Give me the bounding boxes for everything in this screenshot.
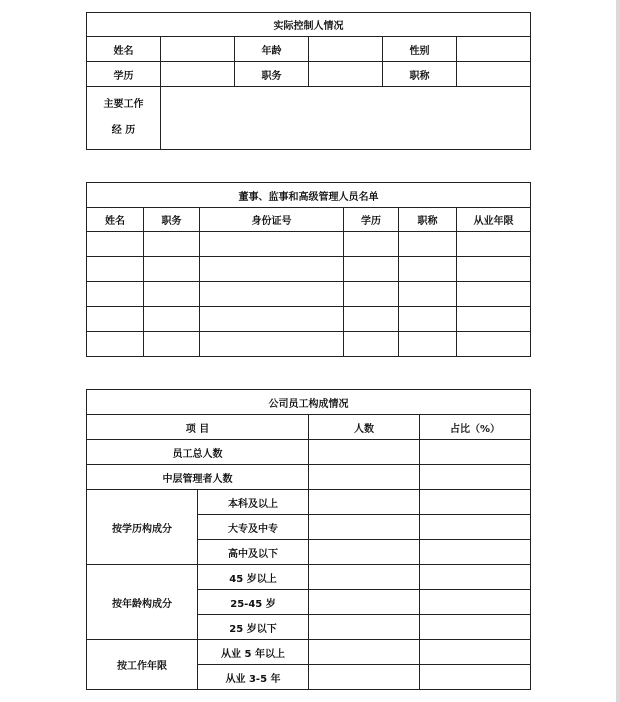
work-experience-label — [87, 87, 161, 150]
table-cell[interactable] — [420, 490, 531, 515]
table-cell[interactable] — [420, 515, 531, 540]
table-row — [87, 257, 531, 282]
staff-table — [86, 389, 531, 690]
table-cell[interactable] — [420, 615, 531, 640]
table-cell[interactable] — [309, 490, 420, 515]
table-cell[interactable] — [200, 257, 344, 282]
age-under-25-label: 25 岁以下 — [198, 615, 309, 640]
table-cell[interactable] — [399, 232, 457, 257]
header-ratio: 占比（%） — [420, 415, 531, 440]
age-over-45-label: 45 岁以上 — [198, 565, 309, 590]
age-25-45-label: 25-45 岁 — [198, 590, 309, 615]
header-education: 学历 — [344, 208, 399, 232]
age-cell[interactable] — [309, 37, 383, 62]
education-label: 学历 — [87, 62, 161, 87]
table-cell[interactable] — [309, 665, 420, 690]
table-cell[interactable] — [344, 232, 399, 257]
position-label: 职务 — [235, 62, 309, 87]
gender-cell[interactable] — [457, 37, 531, 62]
table-cell[interactable] — [420, 440, 531, 465]
table-cell[interactable] — [200, 307, 344, 332]
table-cell[interactable] — [420, 540, 531, 565]
table-cell[interactable] — [344, 282, 399, 307]
management-table — [86, 182, 531, 357]
table-row — [87, 332, 531, 357]
table-cell[interactable] — [457, 257, 531, 282]
tenure-3-5-label: 从业 3-5 年 — [198, 665, 309, 690]
header-name: 姓名 — [87, 208, 144, 232]
table-row — [87, 232, 531, 257]
header-title: 职称 — [399, 208, 457, 232]
table-cell[interactable] — [420, 465, 531, 490]
table-cell[interactable] — [309, 515, 420, 540]
education-cell[interactable] — [161, 62, 235, 87]
work-label-line2: 经 历 — [111, 125, 136, 136]
middle-mgmt-label: 中层管理者人数 — [87, 465, 309, 490]
table-row — [87, 307, 531, 332]
header-position: 职务 — [144, 208, 200, 232]
table-cell[interactable] — [344, 307, 399, 332]
table-cell[interactable] — [344, 332, 399, 357]
edu-college-label: 大专及中专 — [198, 515, 309, 540]
table-cell[interactable] — [144, 307, 200, 332]
by-education-label: 按学历构成分 — [87, 490, 198, 565]
table-cell[interactable] — [87, 232, 144, 257]
table-cell[interactable] — [344, 257, 399, 282]
header-id-number: 身份证号 — [200, 208, 344, 232]
table-cell[interactable] — [144, 232, 200, 257]
table-cell[interactable] — [420, 590, 531, 615]
table-cell[interactable] — [144, 257, 200, 282]
page-edge-shadow — [616, 0, 620, 702]
table-cell[interactable] — [457, 282, 531, 307]
table-cell[interactable] — [87, 282, 144, 307]
table-row — [87, 282, 531, 307]
age-label: 年龄 — [235, 37, 309, 62]
table-cell[interactable] — [200, 282, 344, 307]
edu-highschool-label: 高中及以下 — [198, 540, 309, 565]
table-cell[interactable] — [420, 565, 531, 590]
edu-bachelor-label: 本科及以上 — [198, 490, 309, 515]
table-cell[interactable] — [309, 590, 420, 615]
management-table-title: 董事、监事和高级管理人员名单 — [87, 183, 531, 208]
table-cell[interactable] — [144, 332, 200, 357]
by-age-label: 按年龄构成分 — [87, 565, 198, 640]
table-cell[interactable] — [309, 615, 420, 640]
controller-table — [86, 12, 531, 150]
table-cell[interactable] — [87, 307, 144, 332]
controller-table-title: 实际控制人情况 — [87, 13, 531, 37]
name-label: 姓名 — [87, 37, 161, 62]
table-cell[interactable] — [399, 332, 457, 357]
table-cell[interactable] — [87, 257, 144, 282]
header-item: 项 目 — [87, 415, 309, 440]
tenure-over-5-label: 从业 5 年以上 — [198, 640, 309, 665]
table-cell[interactable] — [399, 282, 457, 307]
table-cell[interactable] — [420, 665, 531, 690]
header-count: 人数 — [309, 415, 420, 440]
gender-label: 性别 — [383, 37, 457, 62]
position-cell[interactable] — [309, 62, 383, 87]
table-cell[interactable] — [457, 232, 531, 257]
table-cell[interactable] — [399, 257, 457, 282]
table-cell[interactable] — [200, 232, 344, 257]
table-cell[interactable] — [309, 640, 420, 665]
work-experience-cell[interactable] — [161, 87, 531, 150]
name-cell[interactable] — [161, 37, 235, 62]
total-staff-label: 员工总人数 — [87, 440, 309, 465]
table-cell[interactable] — [457, 307, 531, 332]
by-tenure-label: 按工作年限 — [87, 640, 198, 690]
table-cell[interactable] — [457, 332, 531, 357]
table-cell[interactable] — [87, 332, 144, 357]
table-cell[interactable] — [200, 332, 344, 357]
header-years: 从业年限 — [457, 208, 531, 232]
table-cell[interactable] — [309, 440, 420, 465]
table-cell[interactable] — [399, 307, 457, 332]
table-cell[interactable] — [144, 282, 200, 307]
title-cell[interactable] — [457, 62, 531, 87]
table-cell[interactable] — [309, 540, 420, 565]
table-cell[interactable] — [309, 565, 420, 590]
table-cell[interactable] — [309, 465, 420, 490]
work-label-line1: 主要工作 — [103, 99, 144, 110]
title-label: 职称 — [383, 62, 457, 87]
table-cell[interactable] — [420, 640, 531, 665]
staff-table-title: 公司员工构成情况 — [87, 390, 531, 415]
